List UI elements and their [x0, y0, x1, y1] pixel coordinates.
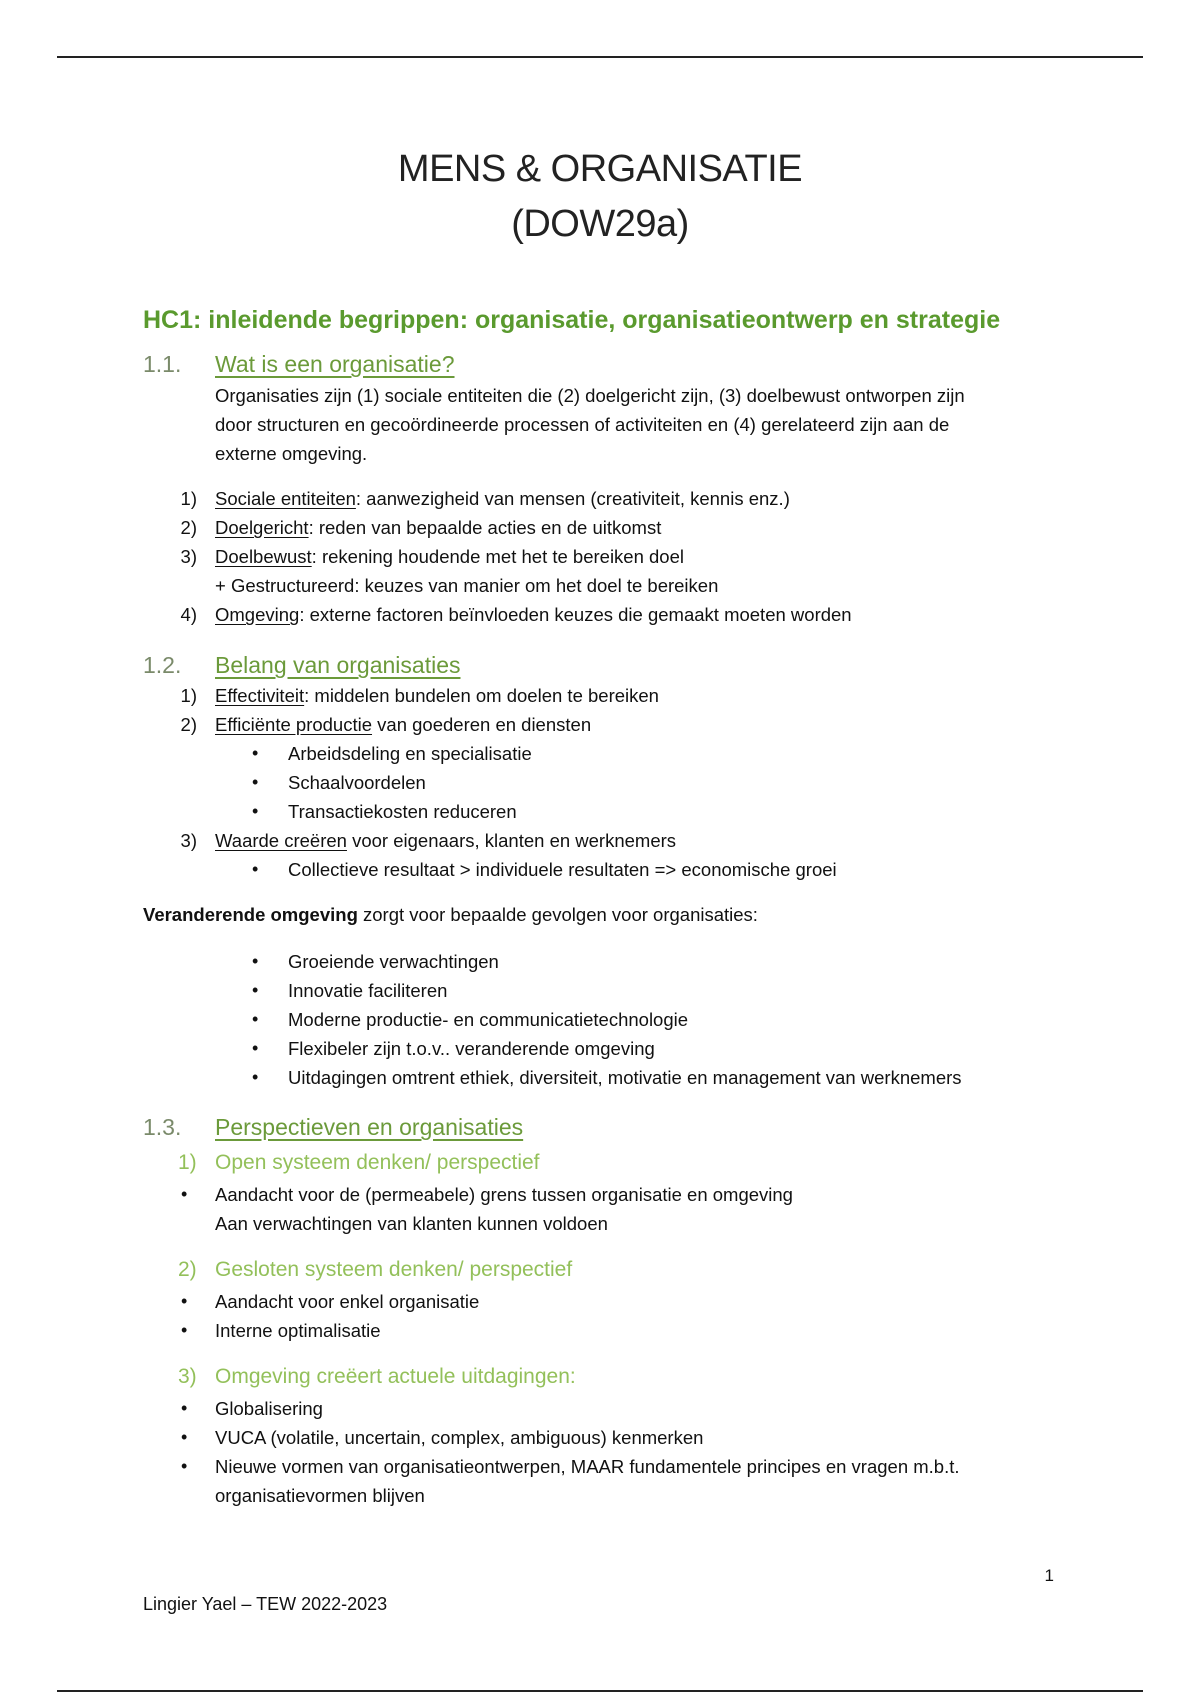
bullet-icon: •: [252, 743, 259, 763]
bullet-item: Schaalvoordelen: [288, 772, 426, 793]
term: Sociale entiteiten: [215, 488, 356, 509]
paragraph-line: [143, 904, 758, 926]
definition: + Gestructureerd: keuzes van manier om het doel te bereiken: [215, 575, 719, 596]
bullet-item: Interne optimalisatie: [215, 1320, 381, 1341]
subsection-number: 3): [178, 1365, 197, 1388]
paragraph-line: door structuren en gecoördineerde processen of activiteiten en (4) gerelateerd zijn aan de: [215, 414, 950, 435]
bullet-item: VUCA (volatile, uncertain, complex, ambiguous) kenmerken: [215, 1427, 704, 1448]
bullet-icon: •: [252, 801, 259, 821]
bullet-icon: •: [181, 1320, 188, 1340]
paragraph-rest: zorgt voor bepaalde gevolgen voor organisaties:: [357, 904, 758, 925]
bullet-item: Globalisering: [215, 1398, 323, 1419]
subsection-title: Gesloten systeem denken/ perspectief: [215, 1258, 573, 1281]
definition: : reden van bepaalde acties en de uitkomst: [308, 517, 662, 538]
bullet-item-continuation: Aan verwachtingen van klanten kunnen voldoen: [215, 1213, 608, 1234]
bullet-item: Groeiende verwachtingen: [288, 951, 499, 972]
section-number: 1.1.: [143, 351, 182, 377]
list-number: 3): [180, 830, 197, 851]
term: Doelbewust: [215, 546, 312, 567]
list-item: [215, 546, 684, 568]
term: Omgeving: [215, 604, 300, 625]
bullet-icon: •: [252, 1038, 259, 1058]
list-item: [215, 714, 591, 736]
definition: van goederen en diensten: [372, 714, 592, 735]
bullet-icon: •: [181, 1456, 188, 1476]
bullet-item: Nieuwe vormen van organisatieontwerpen, MAAR fundamentele principes en vragen m.b.t.: [215, 1456, 960, 1477]
chapter-heading: HC1: inleidende begrippen: organisatie, organisatieontwerp en strategie: [143, 306, 1001, 334]
list-number: 2): [180, 517, 197, 538]
document-title: MENS & ORGANISATIE: [397, 148, 803, 190]
paragraph-line: Organisaties zijn (1) sociale entiteiten die (2) doelgericht zijn, (3) doelbewust ontworpen zijn: [215, 385, 965, 406]
list-number: 4): [180, 604, 197, 625]
definition: : rekening houdende met het te bereiken doel: [311, 546, 684, 567]
list-item: [215, 517, 661, 539]
term: Doelgericht: [215, 517, 309, 538]
bullet-item: Aandacht voor de (permeabele) grens tussen organisatie en omgeving: [215, 1184, 793, 1205]
bullet-icon: •: [181, 1291, 188, 1311]
section-title: Perspectieven en organisaties: [215, 1114, 524, 1140]
bullet-icon: •: [252, 1067, 259, 1087]
list-item: [215, 604, 852, 626]
list-number: 2): [180, 714, 197, 735]
bullet-icon: •: [181, 1184, 188, 1204]
bullet-icon: •: [181, 1398, 188, 1418]
paragraph-line: externe omgeving.: [215, 443, 368, 464]
bullet-icon: •: [252, 951, 259, 971]
term: Efficiënte productie: [215, 714, 373, 735]
list-number: 1): [180, 685, 197, 706]
bullet-item: Transactiekosten reduceren: [288, 801, 517, 822]
term: Effectiviteit: [215, 685, 305, 706]
definition: voor eigenaars, klanten en werknemers: [346, 830, 677, 851]
subsection-title: Omgeving creëert actuele uitdagingen:: [215, 1365, 576, 1388]
page-number: 1: [1044, 1566, 1054, 1585]
bullet-item: Arbeidsdeling en specialisatie: [288, 743, 532, 764]
section-number: 1.2.: [143, 652, 182, 678]
bullet-icon: •: [252, 772, 259, 792]
footer-text: Lingier Yael – TEW 2022-2023: [143, 1594, 388, 1614]
list-number: 1): [180, 488, 197, 509]
bullet-item: Collectieve resultaat > individuele resultaten => economische groei: [288, 859, 837, 880]
list-item: [215, 830, 676, 852]
bullet-icon: •: [252, 1009, 259, 1029]
definition: : aanwezigheid van mensen (creativiteit, kennis enz.): [355, 488, 790, 509]
section-title: Belang van organisaties: [215, 652, 461, 678]
definition: : externe factoren beïnvloeden keuzes die gemaakt moeten worden: [299, 604, 852, 625]
top-rule: [57, 56, 1143, 58]
bullet-item: Innovatie faciliteren: [288, 980, 448, 1001]
bold-term: Veranderende omgeving: [143, 904, 358, 925]
document-subtitle: (DOW29a): [511, 203, 689, 245]
list-item: [215, 488, 790, 510]
subsection-number: 1): [178, 1151, 197, 1174]
bottom-rule: [57, 1690, 1143, 1692]
bullet-item: Flexibeler zijn t.o.v.. veranderende omgeving: [288, 1038, 655, 1059]
bullet-icon: •: [252, 980, 259, 1000]
bullet-item: Aandacht voor enkel organisatie: [215, 1291, 480, 1312]
term: Waarde creëren: [215, 830, 347, 851]
bullet-icon: •: [252, 859, 259, 879]
section-number: 1.3.: [143, 1114, 182, 1140]
bullet-icon: •: [181, 1427, 188, 1447]
definition: : middelen bundelen om doelen te bereiken: [304, 685, 659, 706]
subsection-title: Open systeem denken/ perspectief: [215, 1151, 540, 1174]
list-item-continuation: [215, 575, 718, 597]
list-item: [215, 685, 659, 707]
section-title: Wat is een organisatie?: [215, 351, 455, 377]
list-number: 3): [180, 546, 197, 567]
bullet-item: Uitdagingen omtrent ethiek, diversiteit, motivatie en management van werknemers: [288, 1067, 962, 1088]
bullet-item: Moderne productie- en communicatietechnologie: [288, 1009, 689, 1030]
subsection-number: 2): [178, 1258, 197, 1281]
bullet-item-continuation: organisatievormen blijven: [215, 1485, 425, 1506]
